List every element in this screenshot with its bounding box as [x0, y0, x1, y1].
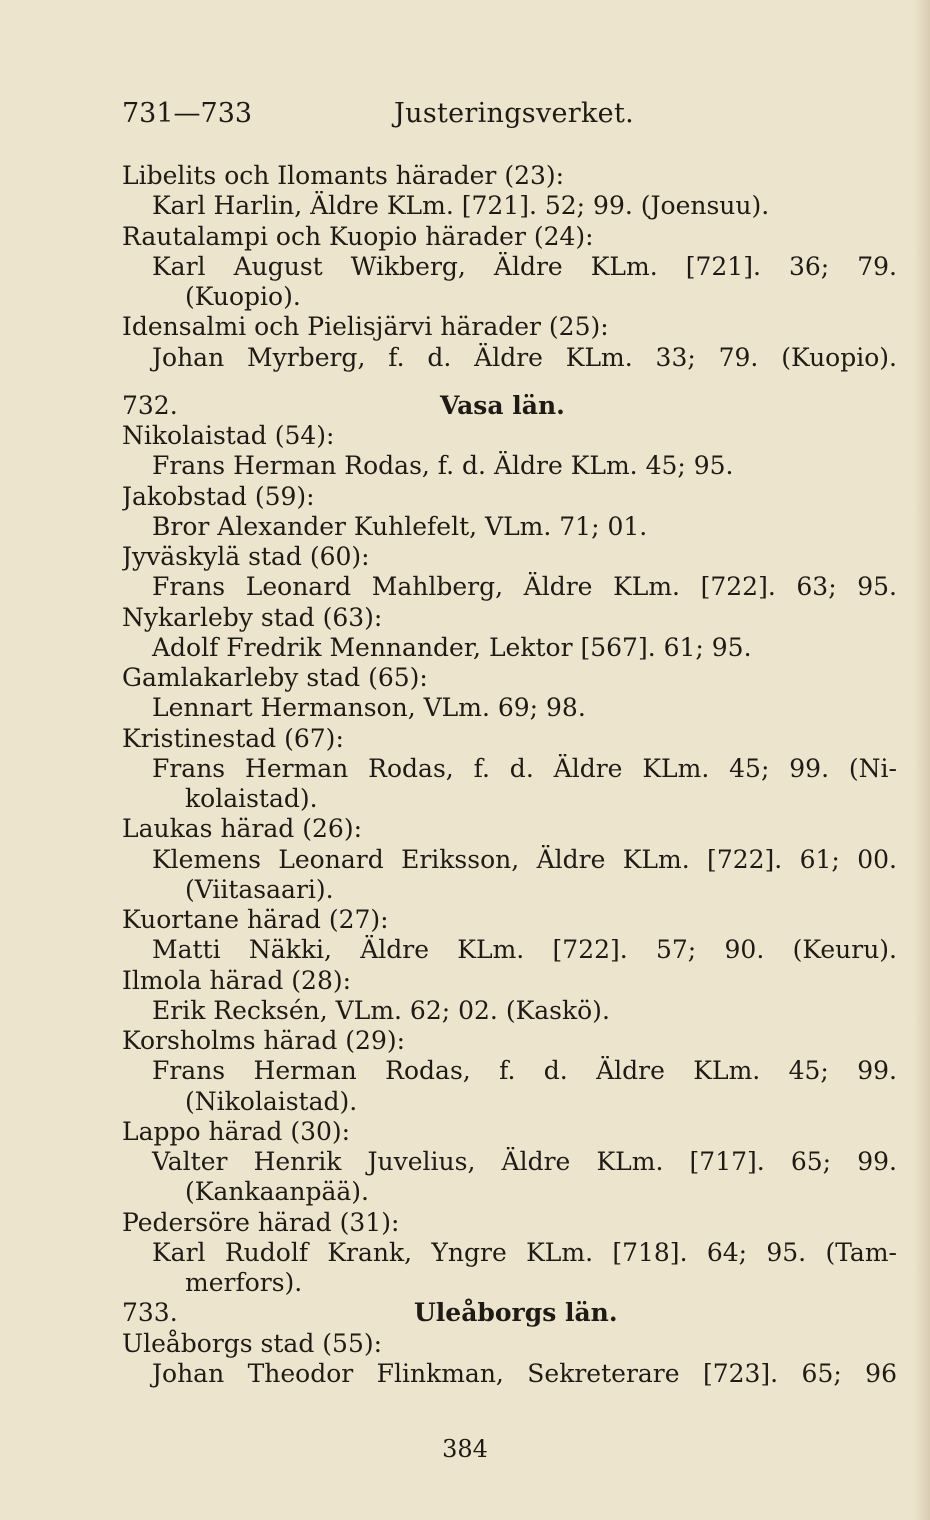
running-header	[122, 96, 822, 132]
district-heading: Libelits och Ilomants härader (23):	[122, 161, 565, 190]
district-heading: Uleåborgs stad (55):	[122, 1328, 383, 1358]
district-heading: Gamlakarleby stad (65):	[122, 663, 428, 692]
official-entry: Adolf Fredrik Mennander, Lektor [567]. 61; 95.	[152, 632, 752, 662]
official-entry: Karl Rudolf Krank, Yngre KLm. [718]. 64; 95. (Tam-	[152, 1237, 897, 1267]
official-entry: Karl Harlin, Äldre KLm. [721]. 52; 99. (Joensuu).	[152, 191, 770, 221]
official-entry: Frans Herman Rodas, f. d. Äldre KLm. 45; 99. (Ni-	[152, 753, 897, 783]
district-heading: Kuortane härad (27):	[122, 905, 389, 934]
official-entry-continued: kolaistad).	[185, 784, 318, 813]
district-heading: Ilmola härad (28):	[122, 965, 352, 995]
district-heading: Laukas härad (26):	[122, 814, 362, 844]
section-number: 733.	[122, 1298, 178, 1328]
district-heading: Lappo härad (30):	[122, 1116, 351, 1146]
district-heading: Nikolaistad (54):	[122, 421, 335, 450]
district-heading: Pedersöre härad (31):	[122, 1207, 400, 1237]
official-entry: Lennart Hermanson, VLm. 69; 98.	[152, 693, 586, 723]
official-entry-continued: (Kuopio).	[185, 282, 301, 311]
official-entry: Frans Leonard Mahlberg, Äldre KLm. [722]. 63; 95.	[152, 572, 897, 602]
page-number: 384	[442, 1435, 488, 1463]
official-entry: Johan Myrberg, f. d. Äldre KLm. 33; 79. (Kuopio).	[152, 342, 897, 372]
official-entry: Karl August Wikberg, Äldre KLm. [721]. 36; 79.	[152, 251, 897, 281]
official-entry: Erik Recksén, VLm. 62; 02. (Kaskö).	[152, 995, 610, 1025]
official-entry: Johan Theodor Flinkman, Sekreterare [723]. 65; 96	[152, 1358, 897, 1388]
section-range: 731—733	[122, 98, 253, 129]
official-entry: Frans Herman Rodas, f. d. Äldre KLm. 45; 99.	[152, 1056, 897, 1086]
official-entry-continued: (Nikolaistad).	[185, 1086, 358, 1116]
section-spacer	[122, 373, 897, 391]
official-entry: Frans Herman Rodas, f. d. Äldre KLm. 45; 95.	[152, 451, 734, 481]
section-number: 732.	[122, 390, 178, 420]
official-entry-continued: (Viitasaari).	[185, 874, 334, 904]
district-heading: Jyväskylä stad (60):	[122, 542, 370, 571]
section-title: Vasa län.	[440, 390, 565, 420]
official-entry-continued: merfors).	[185, 1268, 303, 1297]
official-entry: Matti Näkki, Äldre KLm. [722]. 57; 90. (Keuru).	[152, 935, 897, 965]
official-entry-continued: (Kankaanpää).	[185, 1177, 370, 1207]
district-heading: Kristinestad (67):	[122, 723, 344, 753]
district-heading: Idensalmi och Pielisjärvi härader (25):	[122, 312, 609, 342]
district-heading: Korsholms härad (29):	[122, 1026, 406, 1055]
official-entry: Klemens Leonard Eriksson, Äldre KLm. [722]. 61; 00.	[152, 844, 897, 874]
section-heading-732	[122, 391, 897, 421]
district-heading: Nykarleby stad (63):	[122, 602, 383, 632]
running-title: Justeringsverket.	[394, 98, 634, 129]
section-heading-733	[122, 1298, 897, 1328]
page-body	[122, 161, 897, 1389]
district-heading: Rautalampi och Kuopio härader (24):	[122, 221, 594, 251]
district-heading: Jakobstad (59):	[122, 481, 315, 511]
official-entry: Bror Alexander Kuhlefelt, VLm. 71; 01.	[152, 511, 648, 541]
official-entry: Valter Henrik Juvelius, Äldre KLm. [717]. 65; 99.	[152, 1147, 897, 1176]
section-title: Uleåborgs län.	[414, 1298, 618, 1328]
